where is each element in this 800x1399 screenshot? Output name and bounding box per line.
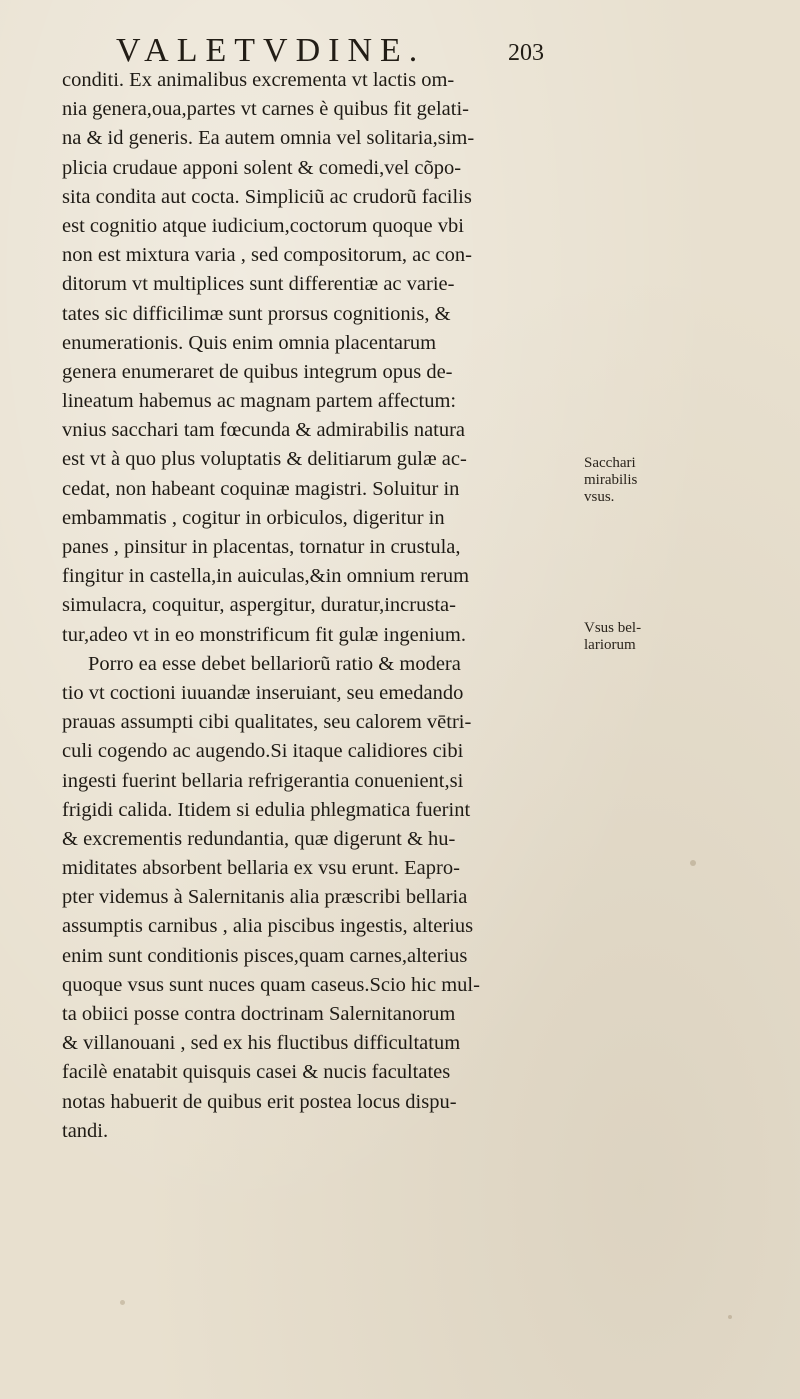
- margin-note-line: Sacchari: [584, 455, 636, 471]
- text-line: frigidi calida. Itidem si edulia phlegmatica fuerint: [62, 798, 471, 821]
- text-line: ingesti fuerint bellaria refrigerantia conuenient,si: [62, 769, 464, 792]
- paper-spot: [120, 1300, 125, 1305]
- text-line: ta obiici posse contra doctrinam Salernitanorum: [62, 1003, 456, 1025]
- text-line: enim sunt conditionis pisces,quam carnes,alterius: [62, 944, 468, 967]
- text-line: quoque vsus sunt nuces quam caseus.Scio hic mul-: [62, 973, 480, 996]
- text-line: tates sic difficilimæ sunt prorsus cognitionis, &: [62, 302, 451, 325]
- page-number: 203: [508, 40, 544, 66]
- text-line: simulacra, coquitur, aspergitur, duratur,incrusta-: [62, 594, 456, 617]
- text-line: nia genera,oua,partes vt carnes è quibus fit gelati-: [62, 98, 469, 121]
- text-line: conditi. Ex animalibus excrementa vt lactis om-: [62, 69, 455, 91]
- text-line: enumerationis. Quis enim omnia placentarum: [62, 331, 437, 354]
- text-line: notas habuerit de quibus erit postea locus dispu-: [62, 1090, 457, 1113]
- text-line: prauas assumpti cibi qualitates, seu calorem vētri-: [62, 711, 472, 734]
- text-line: lineatum habemus ac magnam partem affectum:: [62, 390, 457, 413]
- margin-note-line: vsus.: [584, 489, 615, 505]
- text-line: fingitur in castella,in auiculas,&in omnium rerum: [62, 565, 470, 588]
- text-line: assumptis carnibus , alia piscibus ingestis, alterius: [62, 915, 474, 938]
- text-line: miditates absorbent bellaria ex vsu erunt. Eapro-: [62, 857, 460, 880]
- text-line: cedat, non habeant coquinæ magistri. Soluitur in: [62, 477, 460, 500]
- paper-spot: [690, 860, 696, 866]
- text-line: non est mixtura varia , sed compositorum, ac con-: [62, 244, 472, 267]
- running-title: VALETVDINE.: [116, 32, 426, 69]
- text-line: na & id generis. Ea autem omnia vel solitaria,sim-: [62, 127, 475, 150]
- text-line: facilè enatabit quisquis casei & nucis facultates: [62, 1061, 451, 1084]
- text-line: & excrementis redundantia, quæ digerunt & hu-: [62, 827, 456, 850]
- text-line: genera enumeraret de quibus integrum opus de-: [62, 360, 453, 383]
- text-line: ditorum vt multiplices sunt differentiæ ac varie-: [62, 273, 455, 296]
- text-line: vnius sacchari tam fœcunda & admirabilis natura: [62, 419, 466, 442]
- margin-note-line: lariorum: [584, 637, 636, 653]
- text-line: est vt à quo plus voluptatis & delitiarum gulæ ac-: [62, 448, 467, 471]
- text-line: embammatis , cogitur in orbiculos, digeritur in: [62, 506, 445, 529]
- text-line: Porro ea esse debet bellariorũ ratio & modera: [88, 652, 461, 675]
- margin-note-line: mirabilis: [584, 472, 638, 488]
- paper-spot: [728, 1315, 732, 1319]
- body-text: [62, 66, 582, 1146]
- text-line: tur,adeo vt in eo monstrificum fit gulæ ingenium.: [62, 623, 466, 646]
- margin-note-bellariorum: [584, 620, 650, 654]
- text-line: pter videmus à Salernitanis alia præscribi bellaria: [62, 886, 468, 909]
- text-line: tio vt coctioni iuuandæ inseruiant, seu emedando: [62, 681, 464, 704]
- text-line: panes , pinsitur in placentas, tornatur in crustula,: [62, 536, 461, 558]
- text-line: culi cogendo ac augendo.Si itaque calidiores cibi: [62, 740, 464, 763]
- text-line: & villanouani , sed ex his fluctibus difficultatum: [62, 1032, 461, 1055]
- text-line: sita condita aut cocta. Simpliciũ ac crudorũ facilis: [62, 185, 472, 208]
- text-line: plicia crudaue apponi solent & comedi,vel cõpo-: [62, 156, 462, 179]
- text-line: tandi.: [62, 1119, 109, 1142]
- margin-note-sacchari: [584, 455, 650, 506]
- margin-note-line: Vsus bel-: [584, 620, 642, 636]
- text-line: est cognitio atque iudicium,coctorum quoque vbi: [62, 214, 464, 237]
